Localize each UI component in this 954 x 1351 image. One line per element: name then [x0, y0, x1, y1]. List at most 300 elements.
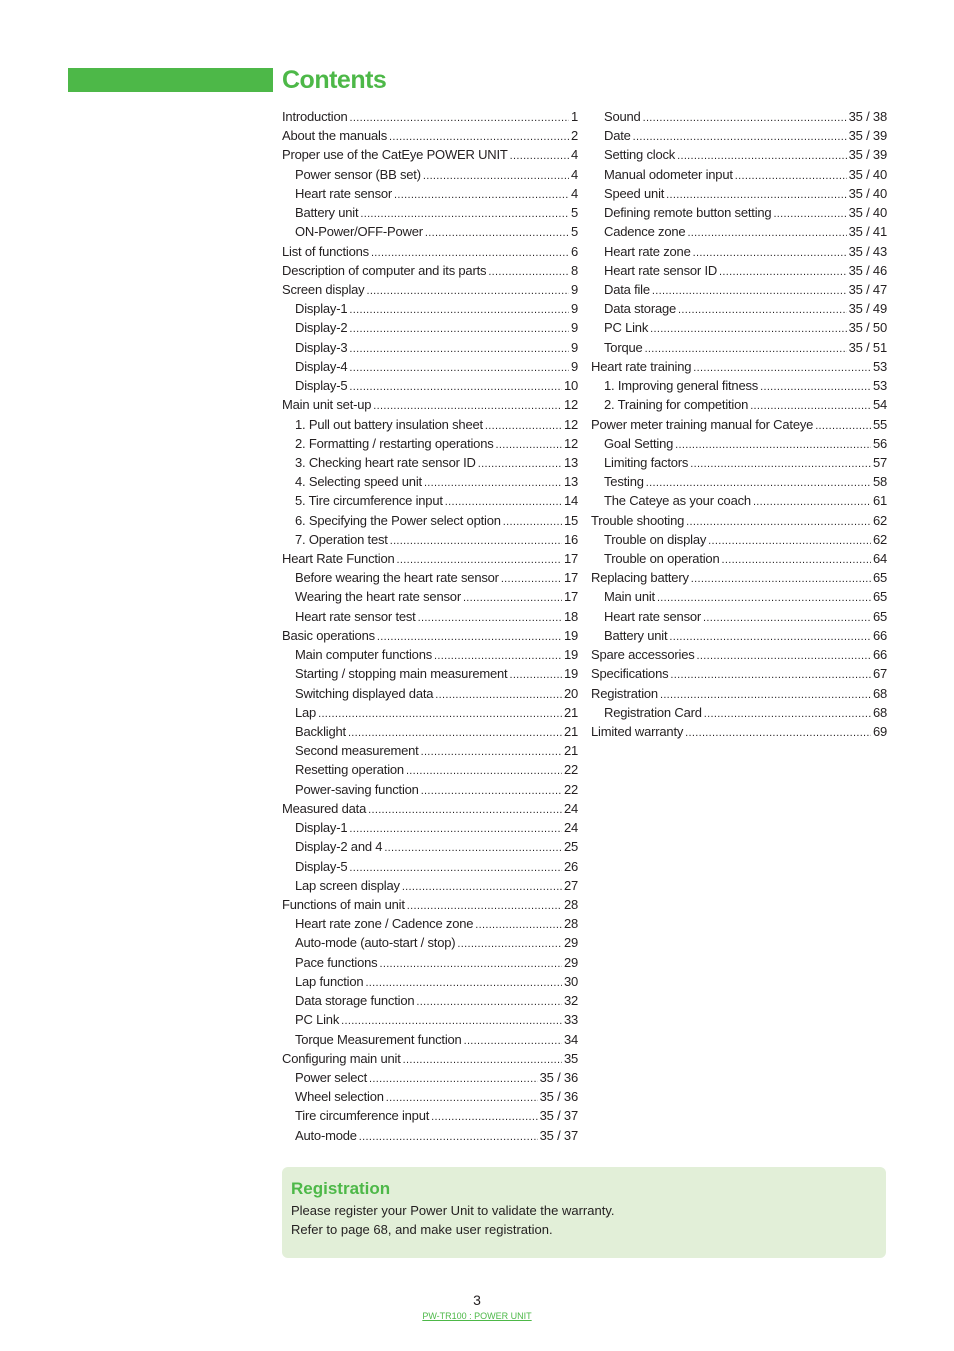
- toc-dot-leader: [643, 109, 847, 128]
- toc-entry-page: 53: [872, 378, 887, 394]
- toc-dot-leader: [425, 224, 569, 243]
- toc-entry-page: 28: [563, 896, 578, 912]
- toc-entry[interactable]: [282, 780, 578, 799]
- toc-entry-label: Description of computer and its parts: [282, 262, 487, 278]
- toc-dot-leader: [650, 320, 847, 339]
- toc-entry-page: 65: [872, 570, 887, 586]
- toc-dot-leader: [349, 320, 569, 339]
- toc-entry[interactable]: [282, 126, 578, 145]
- toc-entry[interactable]: [282, 953, 578, 972]
- toc-dot-leader: [403, 1051, 562, 1070]
- toc-entry[interactable]: [591, 165, 887, 184]
- toc-entry[interactable]: [282, 1010, 578, 1029]
- toc-entry-page: 21: [563, 704, 578, 720]
- toc-dot-leader: [691, 570, 871, 589]
- toc-entry-label: Limiting factors: [604, 454, 689, 470]
- toc-entry-label: Heart rate sensor ID: [604, 262, 718, 278]
- toc-entry-label: Registration Card: [604, 704, 702, 720]
- toc-entry[interactable]: [282, 549, 578, 568]
- footer-product-link[interactable]: PW-TR100 : POWER UNIT: [422, 1311, 532, 1321]
- toc-dot-leader: [670, 666, 871, 685]
- header-bar: [68, 68, 273, 92]
- toc-entry-page: 12: [563, 435, 578, 451]
- toc-entry-page: 35 / 40: [848, 205, 887, 221]
- toc-entry[interactable]: [591, 626, 887, 645]
- toc-entry-label: Heart rate zone / Cadence zone: [295, 916, 474, 932]
- toc-entry-label: Display-5: [295, 378, 348, 394]
- toc-entry[interactable]: [591, 203, 887, 222]
- toc-entry[interactable]: [282, 607, 578, 626]
- toc-dot-leader: [708, 532, 871, 551]
- toc-entry-label: Trouble on display: [604, 531, 707, 547]
- toc-entry[interactable]: [282, 587, 578, 606]
- toc-entry[interactable]: [282, 145, 578, 164]
- toc-entry-label: Pace functions: [295, 954, 378, 970]
- toc-entry-page: 19: [563, 666, 578, 682]
- toc-dot-leader: [406, 762, 562, 781]
- toc-entry[interactable]: [591, 703, 887, 722]
- toc-entry-label: Second measurement: [295, 743, 419, 759]
- toc-entry-label: Display-4: [295, 358, 348, 374]
- toc-entry[interactable]: [282, 491, 578, 510]
- toc-entry-label: 2. Training for competition: [604, 397, 749, 413]
- toc-entry-label: Testing: [604, 474, 644, 490]
- toc-entry-page: 5: [570, 224, 578, 240]
- toc-entry[interactable]: [591, 434, 887, 453]
- toc-entry-label: Proper use of the CatEye POWER UNIT: [282, 147, 508, 163]
- toc-dot-leader: [719, 263, 847, 282]
- toc-entry[interactable]: [282, 107, 578, 126]
- toc-dot-leader: [675, 436, 871, 455]
- toc-entry[interactable]: [282, 184, 578, 203]
- toc-entry-label: Battery unit: [604, 627, 668, 643]
- toc-entry-page: 4: [570, 147, 578, 163]
- toc-entry-label: Replacing battery: [591, 570, 689, 586]
- toc-dot-leader: [510, 147, 569, 166]
- toc-dot-leader: [349, 359, 569, 378]
- toc-dot-leader: [735, 167, 847, 186]
- toc-entry[interactable]: [282, 203, 578, 222]
- toc-dot-leader: [478, 455, 562, 474]
- page-title: Contents: [282, 66, 387, 94]
- toc-entry[interactable]: [591, 453, 887, 472]
- toc-entry-label: Power-saving function: [295, 781, 419, 797]
- toc-entry[interactable]: [591, 338, 887, 357]
- toc-entry-label: Power select: [295, 1069, 368, 1085]
- toc-entry-label: Lap function: [295, 973, 364, 989]
- toc-entry[interactable]: [591, 568, 887, 587]
- toc-entry-label: Spare accessories: [591, 647, 695, 663]
- toc-entry-label: Heart rate zone: [604, 243, 691, 259]
- toc-entry-page: 62: [872, 531, 887, 547]
- toc-entry[interactable]: [591, 107, 887, 126]
- toc-dot-leader: [359, 1128, 538, 1147]
- toc-entry-label: Goal Setting: [604, 435, 674, 451]
- toc-entry-page: 35 / 39: [848, 128, 887, 144]
- toc-entry-page: 35 / 36: [539, 1089, 578, 1105]
- toc-dot-leader: [431, 1108, 537, 1127]
- toc-entry[interactable]: [282, 453, 578, 472]
- toc-entry[interactable]: [282, 299, 578, 318]
- toc-entry-label: Torque Measurement function: [295, 1031, 462, 1047]
- toc-entry[interactable]: [282, 645, 578, 664]
- toc-entry-page: 19: [563, 627, 578, 643]
- toc-dot-leader: [690, 455, 871, 474]
- toc-entry-page: 35 / 38: [848, 109, 887, 124]
- toc-entry-page: 15: [563, 512, 578, 528]
- toc-entry[interactable]: [282, 991, 578, 1010]
- registration-title: Registration: [291, 1179, 391, 1198]
- toc-entry[interactable]: [282, 760, 578, 779]
- registration-text-line-1: Please register your Power Unit to validate the warranty.: [291, 1203, 615, 1218]
- toc-entry-page: 16: [563, 531, 578, 547]
- toc-entry[interactable]: [282, 972, 578, 991]
- toc-entry[interactable]: [591, 511, 887, 530]
- toc-entry-label: Display-2: [295, 320, 348, 336]
- toc-entry[interactable]: [282, 511, 578, 530]
- toc-dot-leader: [703, 609, 871, 628]
- toc-entry[interactable]: [282, 857, 578, 876]
- toc-entry-page: 35 / 51: [848, 339, 887, 355]
- toc-dot-leader: [722, 551, 871, 570]
- toc-entry-page: 34: [563, 1031, 578, 1047]
- toc-entry-label: 1. Improving general fitness: [604, 378, 759, 394]
- toc-dot-leader: [421, 743, 562, 762]
- toc-entry-label: Torque: [604, 339, 643, 355]
- toc-entry[interactable]: [591, 145, 887, 164]
- toc-entry-page: 66: [872, 647, 887, 663]
- toc-dot-leader: [496, 436, 562, 455]
- toc-entry-label: PC Link: [295, 1012, 340, 1028]
- toc-entry[interactable]: [591, 664, 887, 683]
- toc-entry[interactable]: [591, 491, 887, 510]
- toc-entry-label: Heart Rate Function: [282, 551, 395, 567]
- toc-dot-leader: [704, 705, 871, 724]
- toc-entry[interactable]: [282, 395, 578, 414]
- toc-entry-page: 17: [563, 589, 578, 605]
- toc-entry-label: Speed unit: [604, 185, 665, 201]
- toc-entry-page: 22: [563, 781, 578, 797]
- toc-dot-leader: [368, 801, 562, 820]
- toc-entry-label: Display-5: [295, 858, 348, 874]
- toc-dot-leader: [485, 417, 562, 436]
- toc-entry-page: 9: [570, 301, 578, 317]
- toc-entry[interactable]: [282, 837, 578, 856]
- toc-entry-label: Display-3: [295, 339, 348, 355]
- toc-entry-label: Main computer functions: [295, 647, 433, 663]
- toc-entry-label: Backlight: [295, 724, 346, 739]
- toc-entry-page: 6: [570, 243, 578, 259]
- toc-entry-label: Heart rate training: [591, 358, 692, 374]
- toc-column-left: [282, 107, 578, 1145]
- toc-entry[interactable]: [282, 741, 578, 760]
- toc-entry-label: Main unit: [604, 589, 655, 605]
- toc-entry-label: Wheel selection: [295, 1089, 384, 1105]
- toc-entry-page: 14: [563, 493, 578, 509]
- toc-dot-leader: [421, 782, 562, 801]
- toc-entry[interactable]: [591, 722, 887, 741]
- toc-entry[interactable]: [282, 280, 578, 299]
- toc-entry-page: 56: [872, 435, 887, 451]
- registration-text-line-2: Refer to page 68, and make user registration.: [291, 1222, 553, 1237]
- toc-dot-leader: [418, 609, 562, 628]
- toc-entry-page: 35: [563, 1050, 578, 1066]
- toc-dot-leader: [686, 513, 871, 532]
- toc-entry[interactable]: [282, 818, 578, 837]
- toc-entry-page: 68: [872, 704, 887, 720]
- toc-entry[interactable]: [282, 338, 578, 357]
- toc-entry-page: 27: [563, 877, 578, 893]
- toc-entry[interactable]: [591, 242, 887, 261]
- toc-entry[interactable]: [282, 568, 578, 587]
- toc-entry[interactable]: [591, 587, 887, 606]
- toc-entry-page: 65: [872, 608, 887, 624]
- toc-entry-label: The Cateye as your coach: [604, 493, 751, 509]
- toc-entry-label: Heart rate sensor test: [295, 608, 416, 624]
- toc-entry-page: 18: [563, 608, 578, 624]
- toc-entry-page: 35 / 40: [848, 185, 887, 201]
- toc-entry[interactable]: [282, 357, 578, 376]
- toc-entry[interactable]: [591, 126, 887, 145]
- toc-entry-page: 9: [570, 320, 578, 336]
- toc-dot-leader: [379, 955, 561, 974]
- toc-entry-label: Cadence zone: [604, 224, 686, 240]
- toc-entry[interactable]: [282, 703, 578, 722]
- toc-entry[interactable]: [591, 395, 887, 414]
- toc-entry[interactable]: [591, 280, 887, 299]
- toc-entry-label: Date: [604, 128, 631, 144]
- toc-entry-label: Heart rate sensor: [295, 185, 393, 201]
- toc-entry[interactable]: [591, 530, 887, 549]
- toc-entry[interactable]: [282, 222, 578, 241]
- toc-entry-page: 24: [563, 800, 578, 816]
- toc-entry-label: 3. Checking heart rate sensor ID: [295, 454, 476, 470]
- toc-entry[interactable]: [282, 1126, 578, 1145]
- toc-entry-page: 28: [563, 916, 578, 932]
- toc-entry-label: Defining remote button setting: [604, 205, 772, 221]
- toc-entry-page: 33: [563, 1012, 578, 1028]
- toc-entry-page: 29: [563, 935, 578, 951]
- toc-dot-leader: [318, 705, 562, 724]
- toc-entry[interactable]: [282, 914, 578, 933]
- toc-entry-label: Auto-mode (auto-start / stop): [295, 935, 456, 951]
- toc-entry[interactable]: [282, 876, 578, 895]
- toc-entry[interactable]: [282, 376, 578, 395]
- toc-entry-label: Data storage: [604, 301, 677, 317]
- toc-entry-label: Functions of main unit: [282, 896, 405, 912]
- toc-dot-leader: [423, 167, 569, 186]
- toc-dot-leader: [488, 263, 569, 282]
- toc-entry-page: 4: [570, 166, 578, 182]
- toc-entry-label: Display-2 and 4: [295, 839, 383, 855]
- toc-entry-page: 67: [872, 666, 887, 682]
- toc-entry-page: 65: [872, 589, 887, 605]
- toc-entry-page: 69: [872, 724, 887, 739]
- toc-entry-label: Tire circumference input: [295, 1108, 430, 1124]
- toc-dot-leader: [669, 628, 871, 647]
- toc-entry-page: 17: [563, 551, 578, 567]
- toc-entry-label: Basic operations: [282, 627, 375, 643]
- toc-entry-label: List of functions: [282, 243, 369, 259]
- toc-entry-label: Manual odometer input: [604, 166, 733, 182]
- toc-dot-leader: [416, 993, 562, 1012]
- toc-entry[interactable]: [591, 261, 887, 280]
- toc-entry[interactable]: [591, 376, 887, 395]
- toc-dot-leader: [753, 493, 871, 512]
- toc-entry-page: 35 / 43: [848, 243, 887, 259]
- toc-entry[interactable]: [282, 722, 578, 741]
- toc-entry-label: Screen display: [282, 281, 365, 297]
- toc-entry-label: Wearing the heart rate sensor: [295, 589, 461, 605]
- toc-dot-leader: [457, 935, 562, 954]
- toc-entry-page: 35 / 37: [539, 1108, 578, 1124]
- toc-dot-leader: [384, 839, 562, 858]
- toc-entry-label: Configuring main unit: [282, 1050, 401, 1066]
- toc-entry[interactable]: [282, 415, 578, 434]
- toc-entry-label: About the manuals: [282, 128, 388, 144]
- toc-entry[interactable]: [591, 684, 887, 703]
- toc-dot-leader: [501, 570, 562, 589]
- toc-entry[interactable]: [282, 1049, 578, 1068]
- toc-entry-page: 35 / 41: [848, 224, 887, 240]
- toc-entry-page: 62: [872, 512, 887, 528]
- toc-dot-leader: [349, 301, 569, 320]
- toc-entry-label: Measured data: [282, 800, 367, 816]
- toc-entry-page: 53: [872, 358, 887, 374]
- toc-entry-page: 13: [563, 474, 578, 490]
- toc-entry[interactable]: [282, 664, 578, 683]
- toc-entry[interactable]: [282, 242, 578, 261]
- registration-box: [282, 1167, 886, 1258]
- toc-entry-page: 35 / 37: [539, 1127, 578, 1143]
- toc-entry[interactable]: [282, 1087, 578, 1106]
- toc-entry-label: 1. Pull out battery insulation sheet: [295, 416, 483, 432]
- toc-entry-label: Introduction: [282, 109, 348, 124]
- toc-entry[interactable]: [282, 165, 578, 184]
- toc-entry[interactable]: [591, 357, 887, 376]
- toc-entry-page: 30: [563, 973, 578, 989]
- toc-entry-page: 35 / 47: [848, 281, 887, 297]
- toc-dot-leader: [463, 589, 562, 608]
- toc-entry-page: 9: [570, 281, 578, 297]
- toc-entry-page: 58: [872, 474, 887, 490]
- toc-entry[interactable]: [591, 607, 887, 626]
- toc-dot-leader: [402, 878, 562, 897]
- toc-entry-label: Power meter training manual for Cateye: [591, 416, 814, 432]
- toc-entry-label: Limited warranty: [591, 724, 684, 739]
- toc-entry-label: Trouble on operation: [604, 551, 720, 567]
- toc-entry[interactable]: [282, 472, 578, 491]
- toc-entry-page: 4: [570, 185, 578, 201]
- toc-entry-label: Data file: [604, 281, 650, 297]
- toc-entry[interactable]: [282, 895, 578, 914]
- toc-entry-page: 35 / 39: [848, 147, 887, 163]
- toc-entry[interactable]: [282, 933, 578, 952]
- toc-entry-page: 35 / 36: [539, 1069, 578, 1085]
- toc-entry[interactable]: [282, 318, 578, 337]
- toc-entry[interactable]: [591, 318, 887, 337]
- toc-dot-leader: [503, 513, 562, 532]
- toc-entry-label: Power sensor (BB set): [295, 166, 421, 182]
- toc-dot-leader: [685, 724, 871, 743]
- toc-entry-label: Registration: [591, 685, 658, 701]
- toc-entry-page: 22: [563, 762, 578, 778]
- toc-entry[interactable]: [591, 222, 887, 241]
- toc-dot-leader: [349, 340, 569, 359]
- toc-entry[interactable]: [282, 530, 578, 549]
- toc-entry[interactable]: [282, 799, 578, 818]
- toc-entry-page: 35 / 40: [848, 166, 887, 182]
- toc-entry[interactable]: [591, 415, 887, 434]
- toc-entry[interactable]: [591, 184, 887, 203]
- toc-entry-label: Lap: [295, 704, 317, 720]
- toc-entry[interactable]: [282, 1106, 578, 1125]
- toc-entry-page: 64: [872, 551, 887, 567]
- toc-entry-label: 5. Tire circumference input: [295, 493, 443, 509]
- toc-dot-leader: [475, 916, 562, 935]
- toc-dot-leader: [773, 205, 846, 224]
- toc-dot-leader: [424, 474, 562, 493]
- toc-entry[interactable]: [591, 549, 887, 568]
- toc-entry-label: Switching displayed data: [295, 685, 434, 701]
- toc-entry[interactable]: [282, 261, 578, 280]
- toc-entry-page: 9: [570, 339, 578, 355]
- toc-entry-page: 25: [563, 839, 578, 855]
- toc-dot-leader: [815, 417, 871, 436]
- toc-entry-page: 8: [570, 262, 578, 278]
- toc-entry-label: Data storage function: [295, 993, 415, 1009]
- toc-entry[interactable]: [282, 1030, 578, 1049]
- toc-entry-label: 4. Selecting speed unit: [295, 474, 422, 490]
- toc-entry[interactable]: [282, 626, 578, 645]
- toc-entry-label: Trouble shooting: [591, 512, 685, 528]
- toc-entry[interactable]: [591, 472, 887, 491]
- toc-entry-page: 32: [563, 993, 578, 1009]
- toc-entry-label: Sound: [604, 109, 641, 124]
- toc-entry-label: Display-1: [295, 301, 348, 317]
- toc-entry-label: Resetting operation: [295, 762, 404, 778]
- toc-dot-leader: [509, 666, 561, 685]
- toc-entry-page: 29: [563, 954, 578, 970]
- toc-entry[interactable]: [282, 684, 578, 703]
- toc-entry-page: 12: [563, 416, 578, 432]
- toc-entry-page: 9: [570, 358, 578, 374]
- toc-dot-leader: [349, 378, 562, 397]
- toc-entry-label: Starting / stopping main measurement: [295, 666, 508, 682]
- toc-dot-leader: [464, 1032, 562, 1051]
- toc-entry-page: 54: [872, 397, 887, 413]
- toc-entry-label: Battery unit: [295, 205, 359, 221]
- toc-entry-page: 55: [872, 416, 887, 432]
- toc-dot-leader: [366, 282, 569, 301]
- toc-entry-page: 61: [872, 493, 887, 509]
- page-number: 3: [473, 1292, 481, 1308]
- toc-entry-label: Setting clock: [604, 147, 676, 163]
- toc-entry-page: 35 / 49: [848, 301, 887, 317]
- toc-entry[interactable]: [591, 299, 887, 318]
- toc-entry[interactable]: [591, 645, 887, 664]
- toc-entry-page: 35 / 46: [848, 262, 887, 278]
- toc-entry-page: 66: [872, 627, 887, 643]
- toc-entry-page: 17: [563, 570, 578, 586]
- toc-entry-label: 7. Operation test: [295, 531, 388, 547]
- toc-entry-label: ON-Power/OFF-Power: [295, 224, 423, 240]
- toc-entry-label: Heart rate sensor: [604, 608, 702, 624]
- toc-entry-label: Specifications: [591, 666, 669, 682]
- toc-entry-label: Before wearing the heart rate sensor: [295, 570, 499, 586]
- toc-entry[interactable]: [282, 1068, 578, 1087]
- toc-entry[interactable]: [282, 434, 578, 453]
